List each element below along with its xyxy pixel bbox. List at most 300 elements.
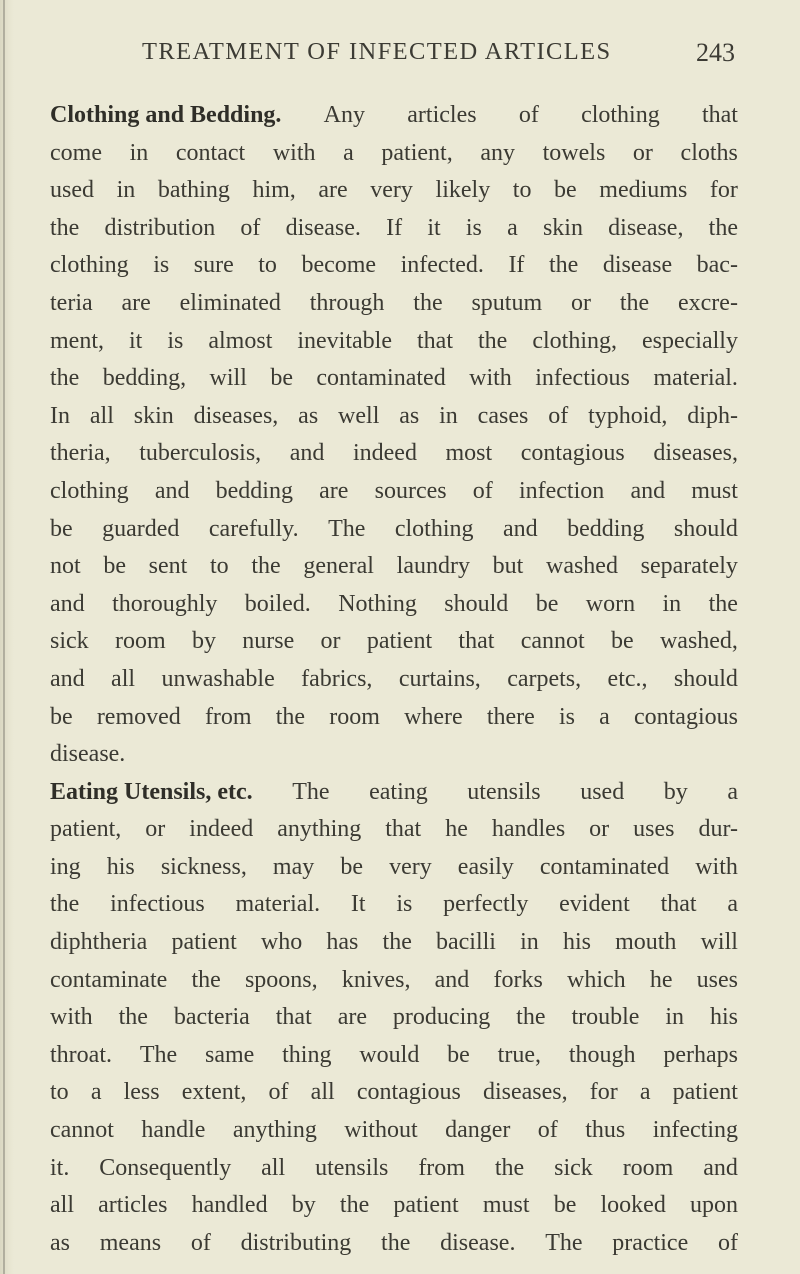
- text-line: [50, 886, 738, 924]
- word: of: [240, 214, 261, 241]
- word: be: [447, 1041, 470, 1068]
- word: cases: [477, 402, 529, 429]
- word: bacilli: [436, 929, 496, 956]
- word: guarded: [102, 515, 180, 542]
- word: in: [520, 929, 539, 956]
- word: The: [328, 515, 366, 542]
- word: that: [417, 327, 453, 354]
- word: excre-: [678, 289, 738, 316]
- word: the: [275, 703, 306, 730]
- word: the: [478, 327, 508, 354]
- word: separately: [640, 553, 738, 580]
- word: bathing: [157, 177, 230, 204]
- text-line: [50, 1150, 738, 1188]
- text-line: [50, 586, 738, 624]
- word: though: [568, 1041, 636, 1068]
- word: diphtheria: [50, 929, 148, 956]
- page-body: [50, 97, 738, 1262]
- word: clothing: [394, 515, 474, 542]
- word: washed: [545, 553, 618, 580]
- running-head: TREATMENT OF INFECTED ARTICLES: [142, 38, 612, 65]
- word: to: [258, 252, 277, 279]
- word: of: [718, 1229, 738, 1256]
- word: trouble: [571, 1004, 640, 1031]
- word: uses: [696, 966, 738, 993]
- text-line: [50, 623, 738, 661]
- word: any: [480, 139, 515, 166]
- text-line: [50, 285, 738, 323]
- word: carefully.: [208, 515, 299, 542]
- word: skin: [133, 402, 174, 429]
- word: his: [562, 929, 591, 956]
- word: patient: [393, 1192, 459, 1219]
- word: clothing: [581, 102, 660, 128]
- word: the: [118, 1004, 148, 1031]
- word: or: [589, 816, 610, 843]
- word: sickness,: [160, 853, 247, 880]
- word: nurse: [242, 628, 295, 655]
- word: thoroughly: [112, 590, 218, 617]
- word: ment,: [50, 327, 104, 354]
- word: the: [50, 214, 80, 241]
- section-heading: Eating Utensils, etc.: [50, 778, 253, 805]
- word: clothing: [50, 477, 129, 504]
- word: the: [708, 590, 738, 617]
- word: diseases,: [482, 1079, 568, 1106]
- word: that: [458, 628, 495, 655]
- word: bac-: [696, 252, 738, 279]
- word: is: [153, 252, 170, 279]
- word: is: [167, 327, 184, 354]
- word: diph-: [687, 402, 738, 429]
- text-line: [50, 435, 738, 473]
- word: the: [50, 891, 80, 918]
- word: that: [701, 102, 738, 128]
- word: sputum: [471, 289, 543, 316]
- word: forks: [493, 966, 543, 993]
- word: all: [261, 1154, 286, 1181]
- word: less: [123, 1079, 160, 1106]
- word: typhoid,: [588, 402, 668, 429]
- binding-shadow-line: [3, 0, 5, 1274]
- word: the: [516, 1004, 546, 1031]
- word: articles: [98, 1192, 168, 1219]
- word: with: [695, 853, 738, 880]
- word: by: [191, 628, 216, 655]
- word: Consequently: [99, 1154, 232, 1181]
- word: a: [343, 139, 354, 166]
- text-line: [50, 811, 738, 849]
- word: will: [209, 365, 247, 392]
- word: means: [99, 1229, 162, 1256]
- text-line: [50, 398, 738, 436]
- word: thing: [282, 1041, 332, 1068]
- word: as: [50, 1229, 70, 1256]
- word: clothing: [50, 252, 129, 279]
- word: of: [472, 477, 493, 504]
- word: articles: [407, 102, 477, 128]
- word: all: [50, 1192, 74, 1219]
- word: general: [303, 553, 374, 580]
- word: unwashable: [161, 665, 275, 692]
- word: well: [338, 402, 380, 429]
- word: utensils: [315, 1154, 389, 1181]
- word: there: [486, 703, 535, 730]
- word: The: [292, 778, 330, 805]
- word: perfectly: [443, 891, 529, 918]
- text-line: [50, 97, 738, 135]
- text-line: [50, 661, 738, 699]
- word: the: [619, 289, 650, 316]
- word: for: [709, 177, 738, 204]
- word: would: [359, 1041, 420, 1068]
- word: boiled.: [244, 590, 311, 617]
- word: the: [413, 289, 443, 316]
- word: contagious: [520, 440, 625, 467]
- word: has: [326, 929, 359, 956]
- word: bacteria: [173, 1004, 250, 1031]
- word: should: [673, 665, 738, 692]
- word: contagious: [633, 703, 738, 730]
- word: very: [370, 177, 413, 204]
- word: his: [709, 1004, 738, 1031]
- word: patient,: [50, 816, 122, 843]
- word: eating: [369, 778, 428, 805]
- word: that: [385, 816, 422, 843]
- word: come: [50, 139, 102, 166]
- word: patient: [366, 628, 433, 655]
- word: sources: [374, 477, 447, 504]
- text-line: [50, 135, 738, 173]
- word: and: [154, 477, 190, 504]
- word: for: [589, 1079, 618, 1106]
- word: infection: [518, 477, 605, 504]
- word: the: [50, 365, 80, 392]
- word: contaminated: [539, 853, 670, 880]
- word: If: [386, 214, 403, 241]
- word: teria: [50, 289, 93, 316]
- word: as: [298, 402, 319, 429]
- word: are: [337, 1004, 367, 1031]
- word: are: [318, 177, 348, 204]
- text-line: [50, 1225, 738, 1263]
- word: the: [382, 929, 412, 956]
- word: disease.: [440, 1229, 516, 1256]
- word: disease,: [608, 214, 684, 241]
- word: easily: [457, 853, 514, 880]
- text-line: [50, 210, 738, 248]
- word: must: [482, 1192, 530, 1219]
- word: contaminated: [316, 365, 446, 392]
- text-line: [50, 962, 738, 1000]
- word: skin: [542, 214, 583, 241]
- word: handles: [491, 816, 566, 843]
- word: material.: [653, 365, 738, 392]
- word: be: [535, 590, 559, 617]
- word: fabrics,: [301, 665, 373, 692]
- page-number: 243: [696, 38, 735, 67]
- word: almost: [208, 327, 273, 354]
- word: contaminate: [50, 966, 168, 993]
- word: in: [116, 177, 136, 204]
- word: patient,: [381, 139, 453, 166]
- word: In: [50, 402, 70, 429]
- word: Nothing: [338, 590, 417, 617]
- word: handle: [141, 1117, 206, 1144]
- word: the: [191, 966, 221, 993]
- word: likely: [435, 177, 491, 204]
- word: The: [545, 1229, 583, 1256]
- word: washed,: [659, 628, 738, 655]
- word: infectious: [110, 891, 205, 918]
- word: be: [50, 515, 73, 542]
- word: and: [289, 440, 325, 467]
- word: and: [50, 590, 85, 617]
- word: disease: [602, 252, 673, 279]
- word: removed: [96, 703, 181, 730]
- word: bedding,: [102, 365, 187, 392]
- word: infected.: [400, 252, 484, 279]
- word: room: [114, 628, 166, 655]
- word: infecting: [652, 1117, 738, 1144]
- text-line: [50, 1112, 738, 1150]
- word: Any: [323, 102, 366, 128]
- word: where: [404, 703, 463, 730]
- word: looked: [600, 1192, 666, 1219]
- word: sure: [193, 252, 234, 279]
- word: and: [630, 477, 666, 504]
- word: distribution: [104, 214, 216, 241]
- word: in: [129, 139, 149, 166]
- text-line: [50, 548, 738, 586]
- word: theria,: [50, 440, 111, 467]
- word: be: [50, 703, 73, 730]
- word: The: [139, 1041, 178, 1068]
- word: sick: [50, 628, 89, 655]
- word: patient: [672, 1079, 738, 1106]
- text-line: [50, 172, 738, 210]
- word: carpets,: [507, 665, 582, 692]
- word: sick: [554, 1154, 593, 1181]
- word: same: [204, 1041, 255, 1068]
- word: throat.: [50, 1041, 112, 1068]
- word: uses: [633, 816, 675, 843]
- word: distributing: [240, 1229, 352, 1256]
- word: worn: [585, 590, 636, 617]
- word: be: [103, 553, 126, 580]
- word: may: [272, 853, 315, 880]
- word: used: [580, 778, 625, 805]
- word: a: [727, 891, 738, 918]
- word: be: [611, 628, 634, 655]
- word: must: [691, 477, 738, 504]
- word: his: [106, 853, 135, 880]
- section-heading: Clothing and Bedding.: [50, 102, 282, 128]
- text-line: [50, 699, 738, 737]
- word: and: [50, 665, 85, 692]
- word: handled: [191, 1192, 268, 1219]
- text-line: [50, 999, 738, 1037]
- word: the: [339, 1192, 370, 1219]
- word: a: [727, 778, 738, 805]
- word: extent,: [181, 1079, 247, 1106]
- word: used: [50, 177, 94, 204]
- word: sent: [148, 553, 188, 580]
- word: a: [90, 1079, 102, 1106]
- word: contact: [175, 139, 246, 166]
- word: It: [350, 891, 366, 918]
- word: indeed: [189, 816, 254, 843]
- word: as: [399, 402, 420, 429]
- word: to: [210, 553, 229, 580]
- word: to: [512, 177, 532, 204]
- word: not: [50, 553, 81, 580]
- word: contagious: [356, 1079, 461, 1106]
- word: of: [548, 402, 569, 429]
- word: diseases,: [193, 402, 279, 429]
- word: infectious: [535, 365, 630, 392]
- word: cannot: [520, 628, 585, 655]
- text-line: [50, 736, 738, 774]
- word: utensils: [467, 778, 541, 805]
- word: it: [129, 327, 143, 354]
- word: true,: [497, 1041, 541, 1068]
- text-line: [50, 247, 738, 285]
- word: is: [465, 214, 482, 241]
- word: will: [700, 929, 738, 956]
- word: clothing,: [532, 327, 617, 354]
- word: the: [708, 214, 738, 241]
- word: he: [649, 966, 673, 993]
- text-line: [50, 473, 738, 511]
- word: or: [145, 816, 166, 843]
- word: with: [469, 365, 512, 392]
- word: be: [554, 177, 577, 204]
- word: If: [508, 252, 525, 279]
- word: all: [111, 665, 136, 692]
- word: patient: [171, 929, 237, 956]
- word: with: [272, 139, 316, 166]
- word: of: [518, 102, 539, 128]
- word: disease.: [285, 214, 361, 241]
- word: disease.: [50, 741, 126, 768]
- word: he: [445, 816, 468, 843]
- word: upon: [690, 1192, 738, 1219]
- text-line: [50, 511, 738, 549]
- word: mouth: [615, 929, 677, 956]
- word: spoons,: [244, 966, 318, 993]
- word: in: [662, 590, 682, 617]
- word: a: [507, 214, 518, 241]
- word: to: [50, 1079, 69, 1106]
- word: towels: [542, 139, 606, 166]
- word: dur-: [698, 816, 738, 843]
- word: material.: [235, 891, 321, 918]
- word: especially: [641, 327, 738, 354]
- word: ing: [50, 853, 81, 880]
- word: diseases,: [653, 440, 738, 467]
- word: the: [548, 252, 579, 279]
- page-header: [142, 38, 742, 78]
- word: and: [703, 1154, 738, 1181]
- text-line: [50, 1037, 738, 1075]
- word: in: [665, 1004, 685, 1031]
- word: which: [566, 966, 626, 993]
- word: most: [445, 440, 493, 467]
- word: without: [344, 1117, 418, 1144]
- word: him,: [252, 177, 296, 204]
- word: in: [439, 402, 458, 429]
- word: anything: [232, 1117, 317, 1144]
- word: be: [553, 1192, 577, 1219]
- word: etc.,: [607, 665, 648, 692]
- word: bedding: [215, 477, 293, 504]
- word: be: [340, 853, 363, 880]
- word: are: [121, 289, 151, 316]
- word: curtains,: [398, 665, 481, 692]
- word: all: [310, 1079, 335, 1106]
- word: knives,: [341, 966, 411, 993]
- text-line: [50, 774, 738, 812]
- word: should: [673, 515, 738, 542]
- text-line: [50, 849, 738, 887]
- word: is: [558, 703, 575, 730]
- word: or: [632, 139, 653, 166]
- word: by: [291, 1192, 316, 1219]
- text-line: [50, 924, 738, 962]
- word: a: [599, 703, 610, 730]
- word: be: [270, 365, 293, 392]
- word: who: [260, 929, 303, 956]
- word: it.: [50, 1154, 70, 1181]
- word: are: [319, 477, 349, 504]
- word: the: [251, 553, 281, 580]
- word: is: [396, 891, 413, 918]
- word: evident: [559, 891, 630, 918]
- word: but: [492, 553, 524, 580]
- word: and: [434, 966, 470, 993]
- word: bedding: [567, 515, 645, 542]
- word: cannot: [50, 1117, 114, 1144]
- word: that: [660, 891, 697, 918]
- word: cloths: [680, 139, 738, 166]
- word: from: [418, 1154, 465, 1181]
- word: room: [329, 703, 380, 730]
- word: or: [320, 628, 341, 655]
- word: indeed: [352, 440, 417, 467]
- text-line: [50, 360, 738, 398]
- word: become: [301, 252, 377, 279]
- word: of: [190, 1229, 211, 1256]
- word: anything: [277, 816, 362, 843]
- word: and: [502, 515, 538, 542]
- text-line: [50, 1074, 738, 1112]
- word: the: [494, 1154, 525, 1181]
- text-line: [50, 323, 738, 361]
- word: from: [204, 703, 252, 730]
- word: a: [639, 1079, 651, 1106]
- word: tuberculosis,: [139, 440, 262, 467]
- word: the: [381, 1229, 411, 1256]
- word: perhaps: [663, 1041, 738, 1068]
- word: it: [427, 214, 441, 241]
- word: all: [89, 402, 114, 429]
- word: mediums: [599, 177, 688, 204]
- word: laundry: [396, 553, 470, 580]
- word: producing: [392, 1004, 491, 1031]
- word: through: [309, 289, 385, 316]
- word: thus: [585, 1117, 626, 1144]
